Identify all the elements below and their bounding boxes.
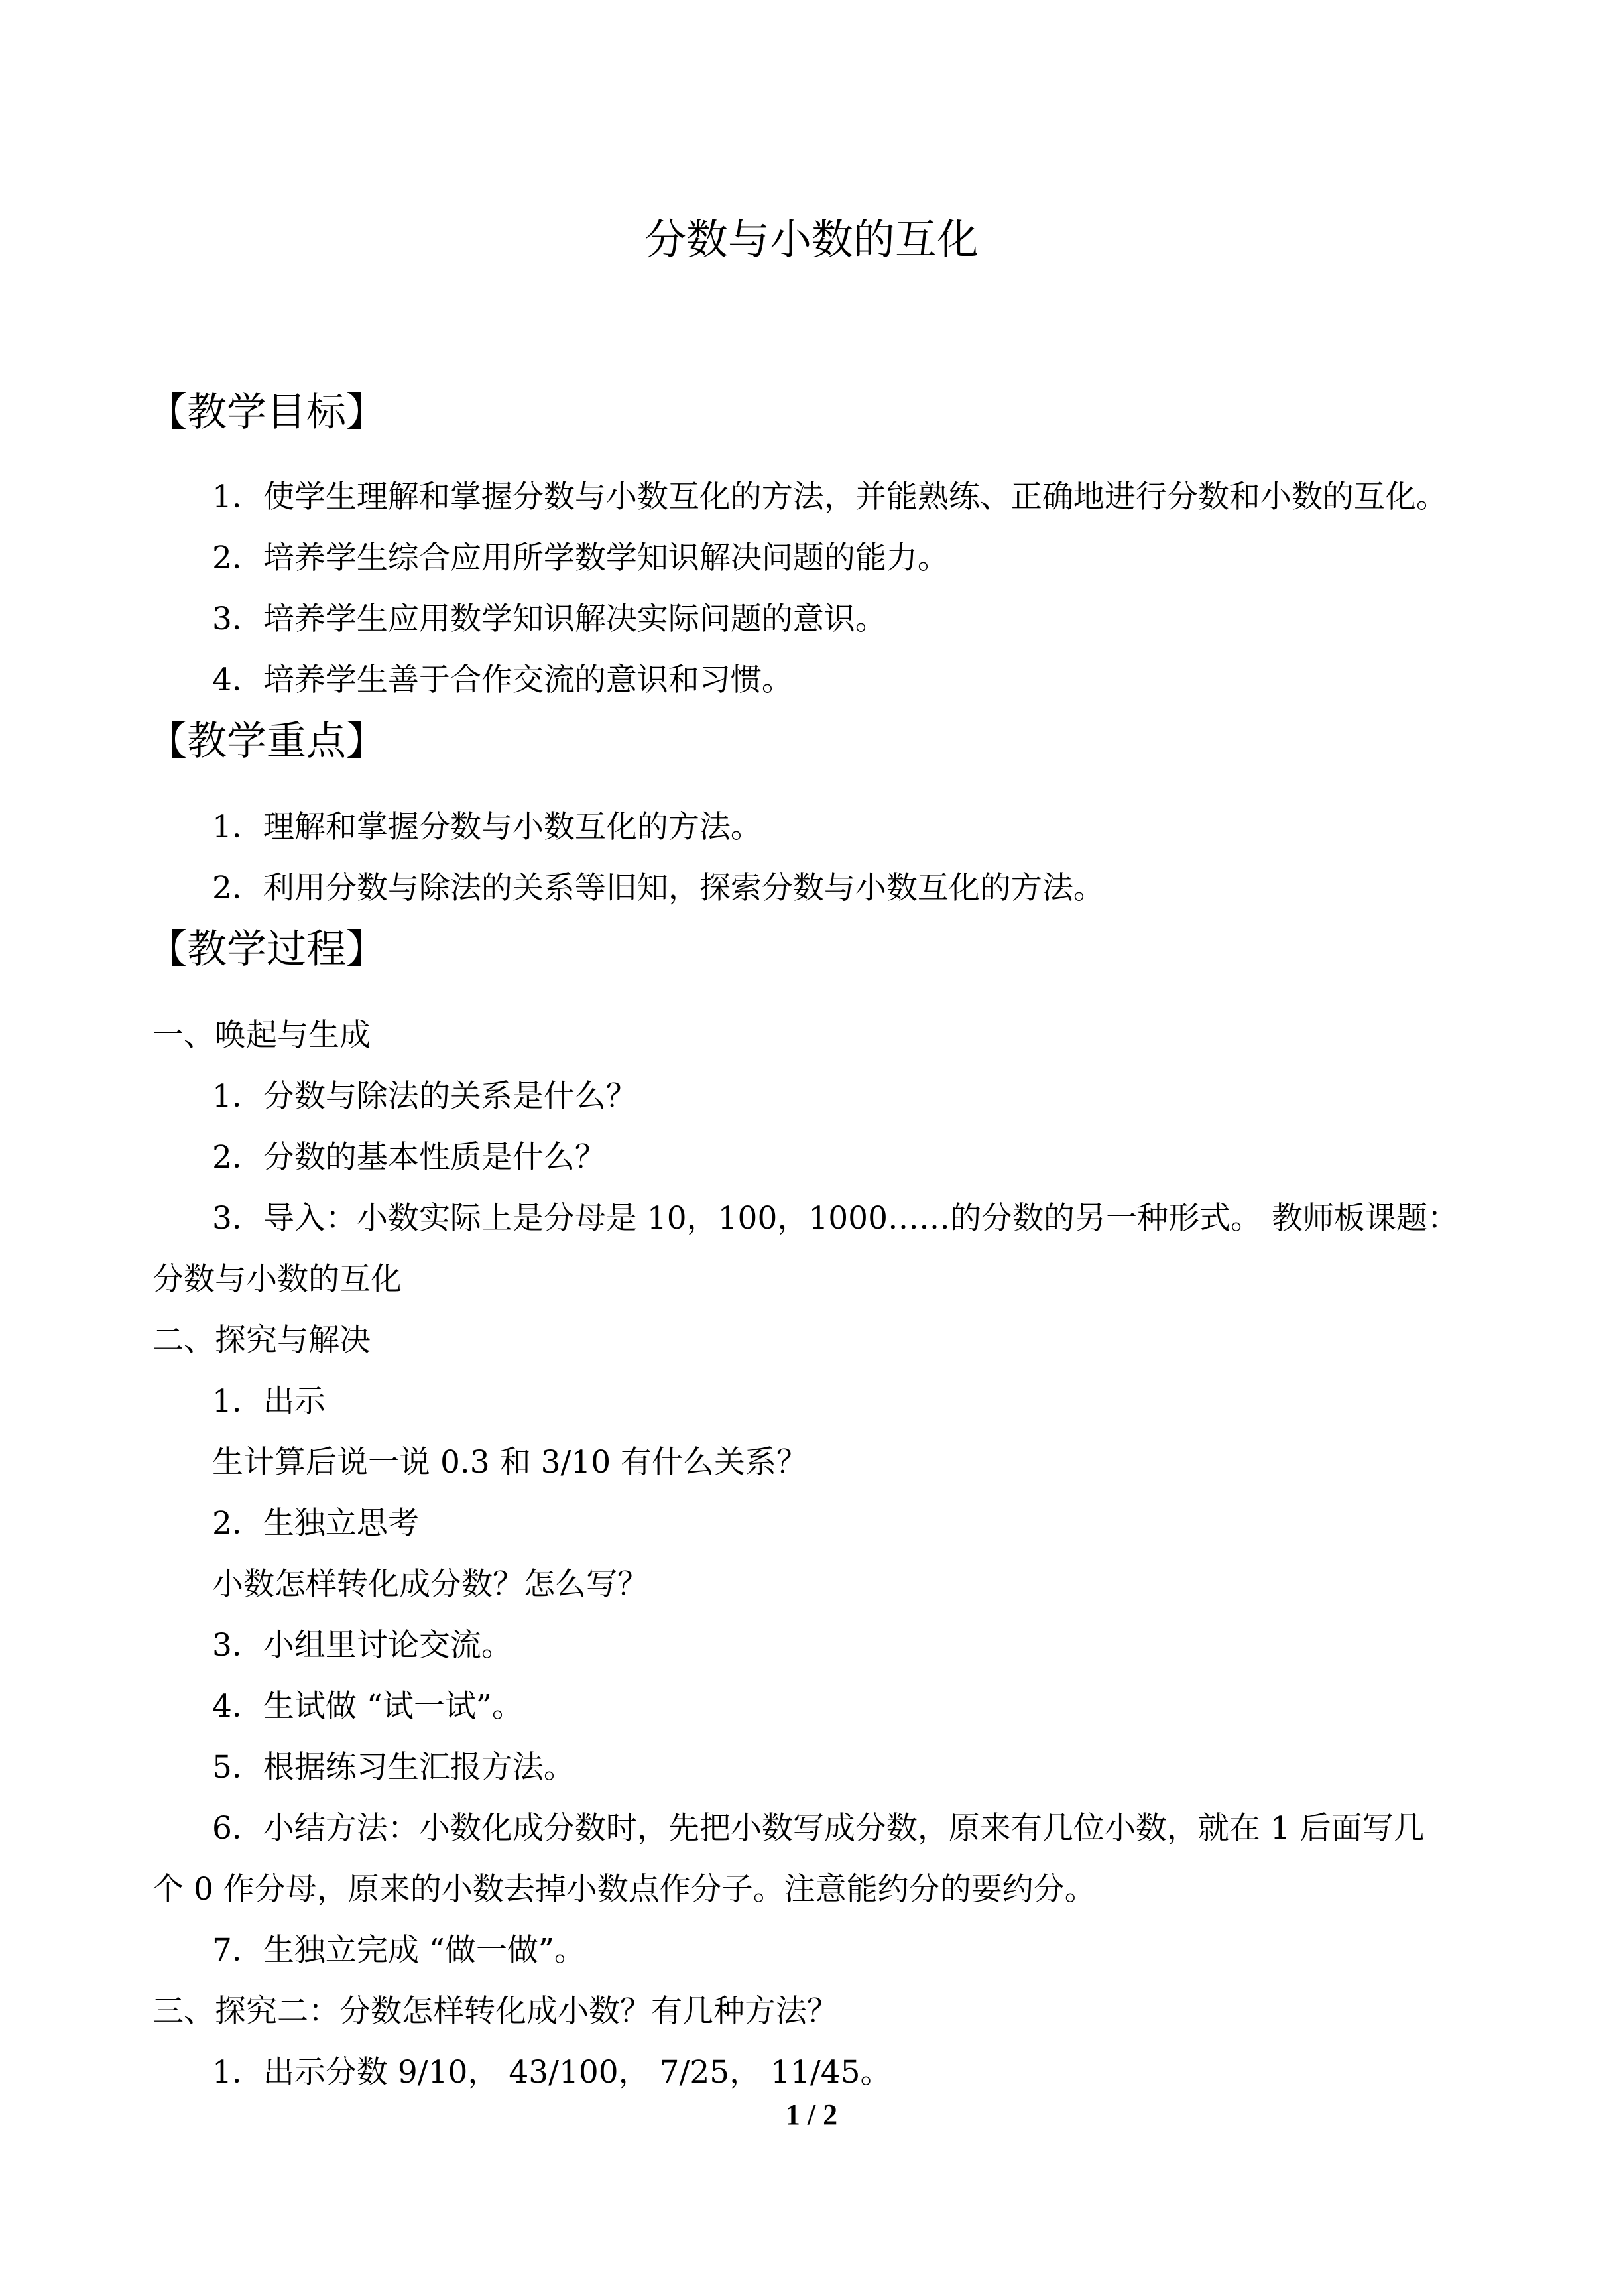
- process-part2-item-6-continued: 个 0 作分母，原来的小数去掉小数点作分子。注意能约分的要约分。: [152, 1871, 1096, 1907]
- page-indicator: 1 / 2: [785, 2098, 838, 2131]
- process-part1-item-3: 3．导入：小数实际上是分母是 10，100，1000……的分数的另一种形式。 教师板课题：: [212, 1200, 1459, 1237]
- process-part2-item-7: 7．生独立完成 “做一做”。: [212, 1932, 585, 1968]
- process-part1-label: 一、唤起与生成: [152, 1017, 371, 1054]
- goal-item-4: 4．培养学生善于合作交流的意识和习惯。: [212, 662, 793, 698]
- document-title: 分数与小数的互化: [644, 215, 979, 264]
- process-part3-item-1: 1．出示分数 9/10， 43/100， 7/25， 11/45。: [212, 2054, 892, 2090]
- section-heading-process: 【教学过程】: [147, 926, 386, 973]
- process-part2-label: 二、探究与解决: [152, 1322, 371, 1359]
- process-part2-item-5: 5．根据练习生汇报方法。: [212, 1749, 575, 1785]
- process-part1-item-1: 1．分数与除法的关系是什么？: [212, 1078, 637, 1115]
- key-point-item-1: 1．理解和掌握分数与小数互化的方法。: [212, 809, 762, 845]
- section-heading-goals: 【教学目标】: [147, 389, 386, 436]
- goal-item-3: 3．培养学生应用数学知识解决实际问题的意识。: [212, 601, 886, 637]
- section-heading-key-points: 【教学重点】: [147, 718, 386, 764]
- key-point-item-2: 2．利用分数与除法的关系等旧知，探索分数与小数互化的方法。: [212, 870, 1105, 906]
- goal-item-1: 1．使学生理解和掌握分数与小数互化的方法，并能熟练、正确地进行分数和小数的互化。: [212, 479, 1447, 515]
- process-part2-item-2: 2．生独立思考: [212, 1505, 419, 1541]
- goal-item-2: 2．培养学生综合应用所学数学知识解决问题的能力。: [212, 540, 949, 576]
- process-part2-item-2-detail: 小数怎样转化成分数？怎么写？: [212, 1566, 648, 1602]
- process-part2-item-4: 4．生试做 “试一试”。: [212, 1688, 523, 1724]
- process-part2-item-1-detail: 生计算后说一说 0.3 和 3/10 有什么关系？: [212, 1444, 808, 1480]
- process-part2-item-1: 1．出示: [212, 1383, 326, 1420]
- process-part2-item-3: 3．小组里讨论交流。: [212, 1627, 512, 1663]
- process-part1-item-3-continued: 分数与小数的互化: [152, 1261, 402, 1298]
- process-part3-label: 三、探究二：分数怎样转化成小数？有几种方法？: [152, 1993, 838, 2029]
- process-part2-item-6: 6．小结方法：小数化成分数时，先把小数写成分数，原来有几位小数，就在 1 后面写几: [212, 1810, 1425, 1846]
- process-part1-item-2: 2．分数的基本性质是什么？: [212, 1139, 606, 1176]
